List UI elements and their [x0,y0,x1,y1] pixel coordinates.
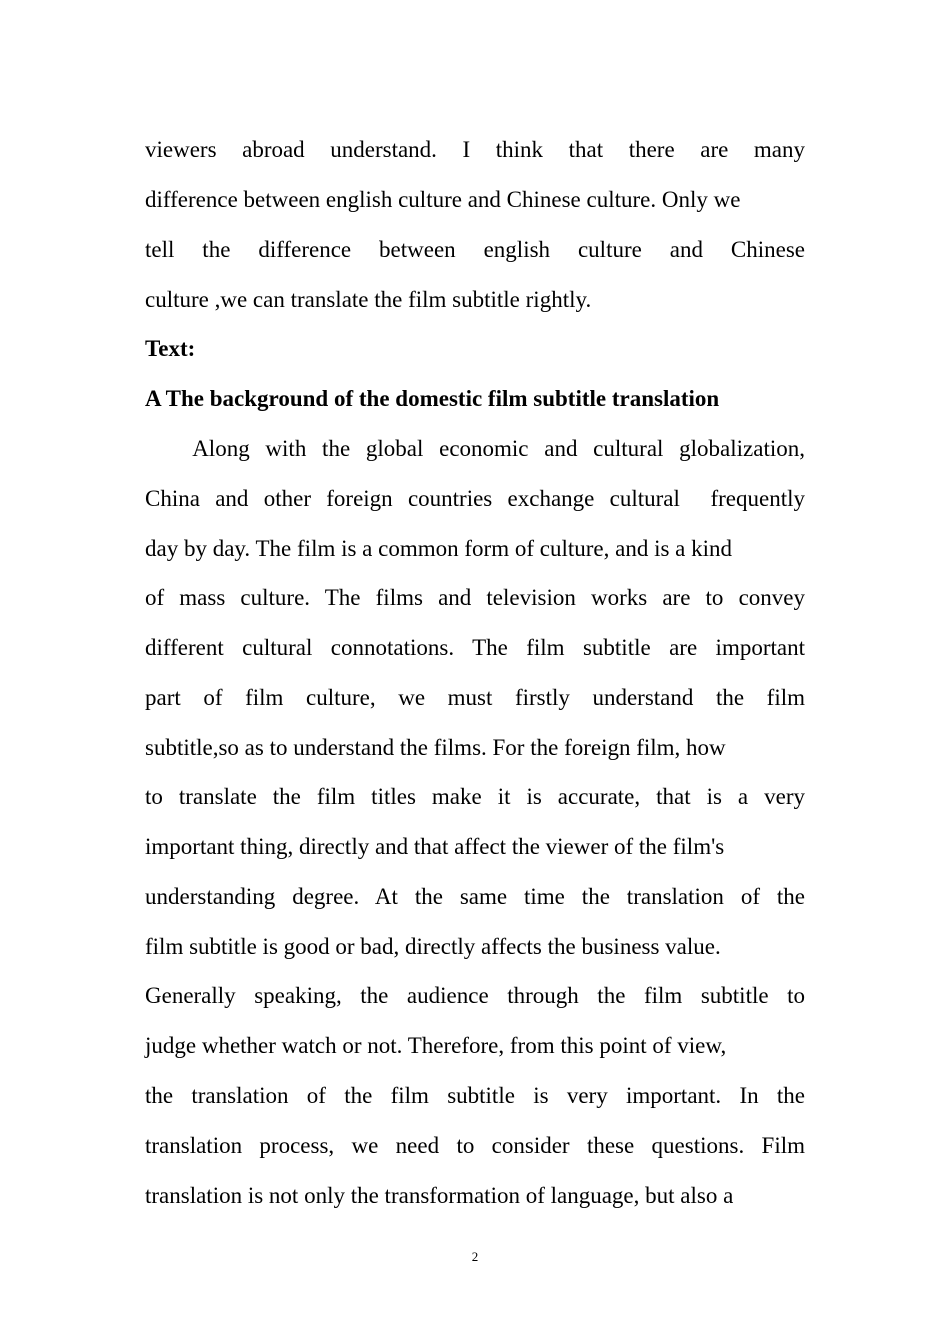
body-text-line: the translation of the film subtitle is very important. In the [145,1083,805,1108]
body-text-line: to translate the film titles make it is accurate, that is a very [145,784,805,809]
body-text-line: film subtitle is good or bad, directly affects the business value. [145,934,721,959]
body-text-line: subtitle,so as to understand the films. For the foreign film, how [145,735,726,760]
body-text-line: culture ,we can translate the film subtitle rightly. [145,287,592,312]
body-text-line: Along with the global economic and cultural globalization, [145,436,805,461]
section-heading: A The background of the domestic film subtitle translation [145,386,720,411]
body-text-line: important thing, directly and that affect the viewer of the film's [145,834,725,859]
body-text-line: translation is not only the transformation of language, but also a [145,1183,734,1208]
body-text-line: Generally speaking, the audience through the film subtitle to [145,983,805,1008]
body-text-line: China and other foreign countries exchange cultural frequently [145,486,805,511]
body-text-line: different cultural connotations. The film subtitle are important [145,635,805,660]
section-label: Text: [145,336,196,361]
body-text-line: of mass culture. The films and television works are to convey [145,585,805,610]
page-number: 2 [471,1249,479,1264]
body-text-line: understanding degree. At the same time the translation of the [145,884,805,909]
body-text-line: tell the difference between english culture and Chinese [145,237,805,262]
body-text-line: day by day. The film is a common form of culture, and is a kind [145,536,733,561]
body-text-line: translation process, we need to consider these questions. Film [145,1133,805,1158]
body-text-line: part of film culture, we must firstly understand the film [145,685,805,710]
body-text-line: viewers abroad understand. I think that there are many [145,137,805,162]
body-text-line: judge whether watch or not. Therefore, from this point of view, [145,1033,727,1058]
body-text-line: difference between english culture and Chinese culture. Only we [145,187,741,212]
